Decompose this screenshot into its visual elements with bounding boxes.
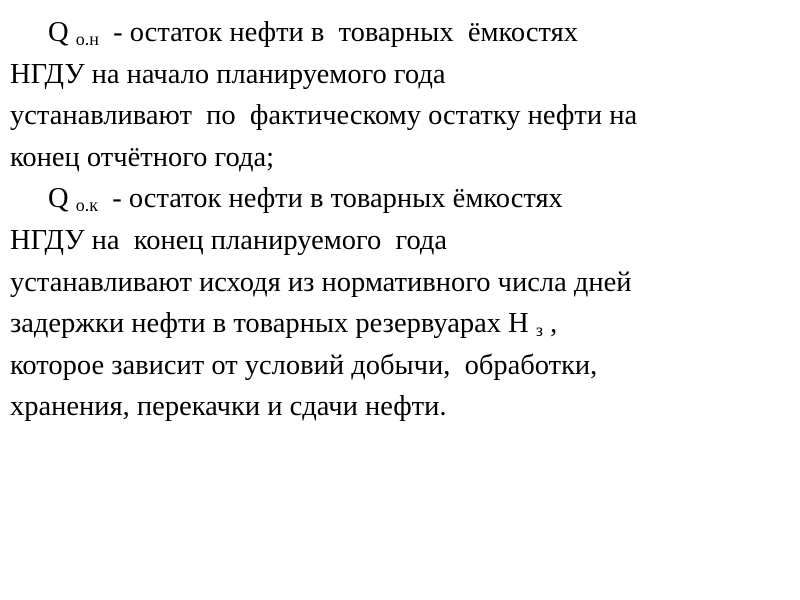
paragraph-2-line-2: НГДУ на конец планируемого года xyxy=(10,224,448,256)
paragraph-2-line-5: которое зависит от условий добычи, обработки, xyxy=(10,349,598,381)
paragraph-2-line-1 xyxy=(10,178,795,220)
paragraph-2-line-4 xyxy=(10,303,795,345)
q-symbol: Q xyxy=(48,17,69,48)
paragraph-1-line-4: конец отчётного года; xyxy=(10,141,275,173)
paragraph-1-text: - остаток нефти в товарных ёмкостях xyxy=(105,17,578,48)
paragraph-2-line-6: хранения, перекачки и сдачи нефти. xyxy=(10,391,447,423)
paragraph-2-text: - остаток нефти в товарных ёмкостях xyxy=(105,183,563,215)
paragraph-2-line-3: устанавливают исходя из нормативного числа дней xyxy=(10,266,632,298)
paragraph-1-line-2: НГДУ на начало планируемого года xyxy=(10,58,446,90)
paragraph-2-line-4-text: задержки нефти в товарных резервуарах Н xyxy=(10,308,529,340)
text-block xyxy=(10,12,795,428)
q-symbol: Q xyxy=(48,183,69,215)
subscript-o-k: о.к xyxy=(75,195,98,216)
subscript-z: з xyxy=(535,320,543,341)
paragraph-1-line-3: устанавливают по фактическому остатку нефти на xyxy=(10,100,638,132)
inline-tail: , xyxy=(542,308,558,340)
subscript-o-n: о.н xyxy=(75,29,99,49)
paragraph-1-line-1 xyxy=(10,12,795,54)
